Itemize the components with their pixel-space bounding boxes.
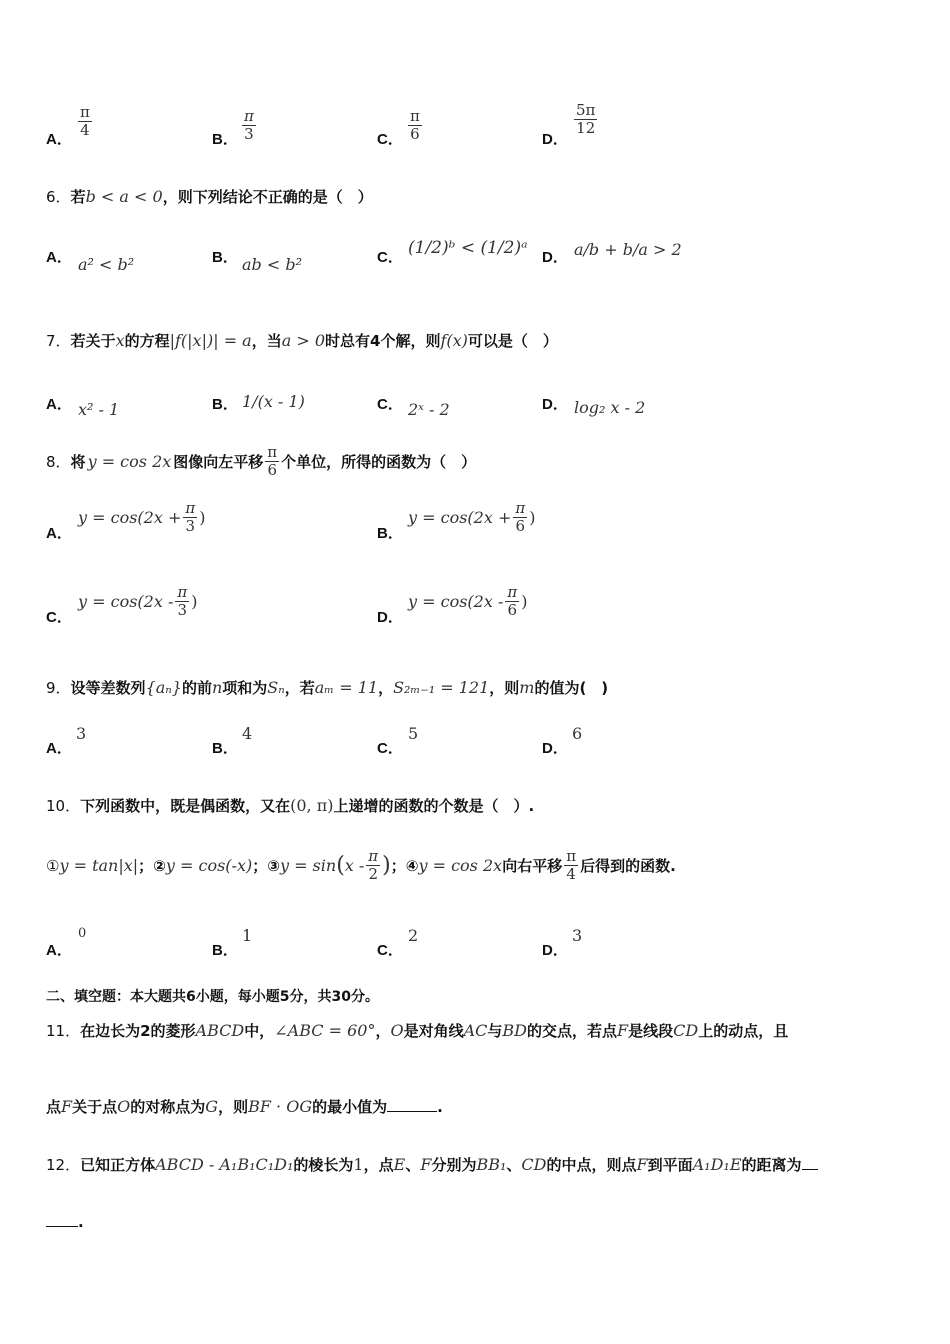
q10-option-c[interactable]: C． [377, 942, 403, 959]
q10-option-a[interactable]: A． [46, 942, 72, 959]
q5-option-b[interactable] [212, 128, 238, 149]
question-12-line2: . [46, 1212, 84, 1231]
option-label: C． [377, 131, 403, 148]
q6-option-a-value: a² < b² [78, 255, 135, 274]
q8-option-c-value: y = cos(2x - $\frac{\pi}{3}$ ) [78, 583, 198, 620]
q10-option-c-value: 2 [408, 926, 419, 945]
question-number: 8． [46, 453, 71, 472]
q7-option-d[interactable]: D． [542, 396, 568, 413]
q7-option-b[interactable]: B． [212, 396, 238, 413]
question-6 [46, 186, 373, 207]
question-9: 9．设等差数列{aₙ}的前n项和为Sₙ，若aₘ = 11，S₂ₘ₋₁ = 121，则m的值为( ) [46, 678, 609, 697]
q9-option-b[interactable]: B． [212, 740, 238, 757]
question-number: 7． [46, 332, 71, 350]
option-label: D． [542, 131, 568, 148]
q5-option-a[interactable] [46, 128, 72, 149]
fraction: $\frac{\pi}{3}$ [244, 107, 254, 144]
q9-option-a-value: 3 [76, 724, 87, 743]
q7-option-c-value: 2ˣ - 2 [408, 400, 450, 419]
question-number: 6． [46, 188, 71, 206]
q10-option-d-value: 3 [572, 926, 583, 945]
section-heading: 二、填空题：本大题共6小题，每小题5分，共30分。 [46, 989, 379, 1005]
q9-option-a[interactable]: A． [46, 740, 72, 757]
q5-option-c-value [406, 108, 424, 144]
fraction: $\frac{\pi}{6}$ [507, 583, 518, 620]
q6-option-c[interactable]: C． [377, 249, 403, 266]
option-label: B． [212, 131, 238, 148]
q6-option-a[interactable]: A． [46, 249, 72, 266]
fraction: $\frac{\pi}{3}$ [177, 583, 188, 620]
q5-option-c[interactable] [377, 128, 403, 149]
q9-option-d-value: 6 [572, 724, 583, 743]
question-text: 若 [70, 188, 86, 206]
question-number: 11． [46, 1022, 81, 1040]
q5-option-b-value [240, 108, 258, 144]
question-12: 12．已知正方体ABCD - A₁B₁C₁D₁的棱长为1，点E、F分别为BB₁、CD的中点，则点F到平面A₁D₁E的距离为 [46, 1154, 818, 1175]
answer-blank[interactable] [802, 1155, 818, 1170]
q10-option-b-value: 1 [242, 926, 253, 945]
fraction: $\frac{\pi}{6}$ [515, 499, 526, 536]
q7-option-d-value: log₂ x - 2 [574, 398, 646, 417]
q7-option-c[interactable]: C． [377, 396, 403, 413]
q9-option-b-value: 4 [242, 724, 253, 743]
q10-option-d[interactable]: D． [542, 942, 568, 959]
question-11-line2: 点F关于点O的对称点为G，则BF · OG的最小值为 . [46, 1097, 443, 1116]
question-7: 7．若关于x的方程|f(|x|)| = a，当a > 0时总有4个解，则f(x)可以是（ ） [46, 331, 558, 350]
q6-option-d-value: a/b + b/a > 2 [574, 240, 682, 259]
q8-option-a[interactable]: A． [46, 525, 72, 542]
q9-option-c-value: 5 [408, 724, 419, 743]
q7-option-a[interactable]: A． [46, 396, 72, 413]
fraction: $\frac{\pi}{6}$ [267, 443, 278, 480]
question-text: ，则下列结论不正确的是（ ） [162, 188, 373, 206]
option-label: A． [46, 131, 72, 148]
math-condition: b < a < 0 [85, 187, 163, 206]
fraction: $\frac{\pi}{3}$ [185, 499, 196, 536]
question-number: 9． [46, 679, 71, 697]
fraction: $\frac{5\pi}{12}$ [576, 101, 596, 138]
question-8: 8． 将 y = cos 2x 图像向左平移 $\frac{\pi}{6}$ 个单位，所得的函数为（ ） [46, 443, 477, 480]
q5-option-d-value [572, 102, 599, 138]
fraction: $\frac{\pi}{4}$ [566, 847, 577, 884]
q6-option-b-value: ab < b² [242, 255, 303, 274]
q8-option-b-value: y = cos(2x + $\frac{\pi}{6}$ ) [408, 499, 536, 536]
q8-option-b[interactable]: B． [377, 525, 403, 542]
fraction: $\frac{\pi}{2}$ [368, 847, 379, 884]
question-number: 10． [46, 797, 81, 815]
q6-option-d[interactable]: D． [542, 249, 568, 266]
q10-option-a-value: 0 [78, 926, 87, 941]
q9-option-c[interactable]: C． [377, 740, 403, 757]
q7-option-a-value: x² - 1 [78, 400, 120, 419]
question-11: 11．在边长为2的菱形ABCD中，∠ABC = 60°，O是对角线AC与BD的交点，若点F是线段CD上的动点，且 [46, 1021, 789, 1040]
q8-option-d-value: y = cos(2x - $\frac{\pi}{6}$ ) [408, 583, 528, 620]
q6-option-c-value: (1/2)ᵇ < (1/2)ᵃ [408, 238, 528, 258]
q5-option-a-value [76, 104, 94, 140]
answer-blank-continued[interactable] [46, 1212, 78, 1227]
q7-option-b-value: 1/(x - 1) [242, 392, 305, 411]
q8-option-a-value: y = cos(2x + $\frac{\pi}{3}$ ) [78, 499, 206, 536]
q10-option-b[interactable]: B． [212, 942, 238, 959]
q8-option-d[interactable]: D． [377, 609, 403, 626]
q6-option-b[interactable]: B． [212, 249, 238, 266]
q9-option-d[interactable]: D． [542, 740, 568, 757]
q5-option-d[interactable] [542, 128, 568, 149]
fraction: $\frac{\pi}{4}$ [80, 103, 90, 140]
question-10: 10．下列函数中，既是偶函数，又在(0, π)上递增的函数的个数是（ ）. [46, 796, 535, 815]
fraction: $\frac{\pi}{6}$ [410, 107, 420, 144]
answer-blank[interactable] [387, 1097, 437, 1112]
q8-option-c[interactable]: C． [46, 609, 72, 626]
q10-function-list: ① y = tan|x| ； ② y = cos(-x) ； ③ y = sin ( x - $\frac{\pi}{2}$ ) ； ④ y = cos 2x 向右平移 $\frac{\pi}{4}$ 后得到的函数. [46, 847, 676, 884]
question-number: 12． [46, 1156, 81, 1174]
